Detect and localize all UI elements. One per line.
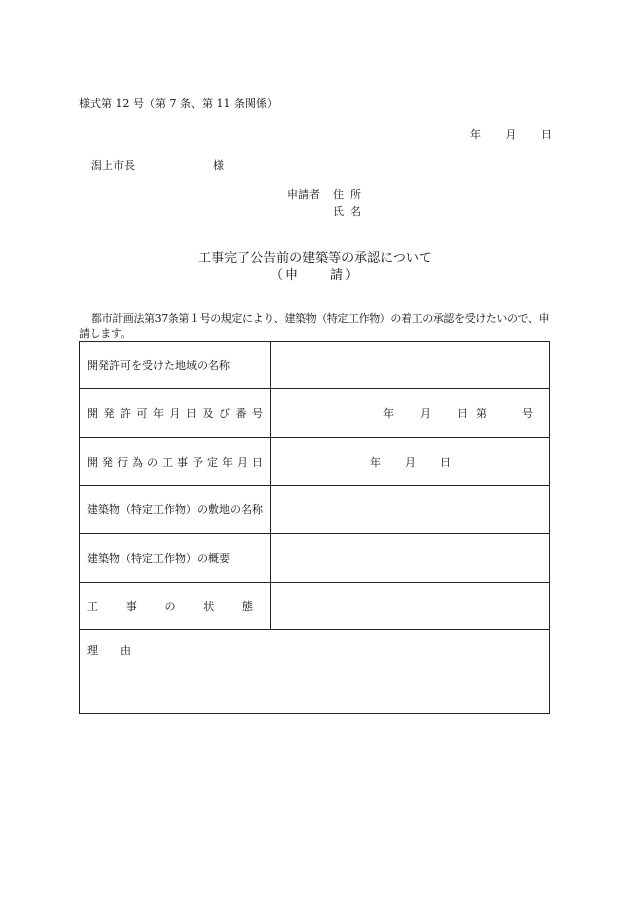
table-row bbox=[80, 342, 550, 389]
scheduled-month-label: 月 bbox=[405, 455, 416, 469]
row-label-area-name: 開発許可を受けた地域の名称 bbox=[80, 342, 271, 389]
label-char: 号 bbox=[252, 407, 263, 420]
site-name-field[interactable] bbox=[271, 486, 550, 534]
reason-label: 理 由 bbox=[87, 644, 131, 657]
date-month-label: 月 bbox=[505, 128, 517, 141]
building-overview-field[interactable] bbox=[271, 534, 550, 583]
label-char: 月 bbox=[169, 407, 181, 420]
permit-number-suffix: 号 bbox=[522, 407, 533, 420]
reason-field[interactable] bbox=[80, 630, 550, 714]
table-row bbox=[80, 438, 550, 486]
permit-label-chars bbox=[87, 405, 263, 421]
date-day-label: 日 bbox=[541, 128, 552, 141]
row-label-scheduled-date bbox=[80, 438, 271, 486]
application-table bbox=[79, 341, 550, 714]
applicant-role-label: 申請者 bbox=[287, 188, 320, 201]
permit-day-label: 日 bbox=[457, 407, 468, 420]
table-row bbox=[80, 583, 550, 630]
status-label-char: 状 bbox=[203, 600, 215, 613]
permit-month-label: 月 bbox=[420, 407, 431, 420]
permit-date-number-field[interactable] bbox=[271, 389, 550, 438]
applicant-address-label: 住所 bbox=[333, 188, 367, 201]
scheduled-label-chars bbox=[87, 454, 263, 470]
scheduled-date-field[interactable] bbox=[271, 438, 550, 486]
row-label-building-overview: 建築物（特定工作物）の概要 bbox=[80, 534, 271, 583]
addressee-honorific: 様 bbox=[213, 159, 224, 172]
status-label-char: 態 bbox=[242, 600, 253, 613]
area-name-field[interactable] bbox=[271, 342, 550, 389]
label-char: 月 bbox=[237, 455, 248, 469]
label-char: 日 bbox=[186, 407, 197, 420]
submission-date bbox=[470, 126, 552, 142]
label-char: 為 bbox=[132, 455, 143, 469]
table-row bbox=[80, 389, 550, 438]
permit-number-prefix: 第 bbox=[476, 407, 487, 420]
date-year-label: 年 bbox=[470, 128, 481, 141]
form-number: 様式第 12 号（第 7 条、第 11 条関係） bbox=[79, 97, 278, 110]
label-char: 年 bbox=[222, 455, 233, 469]
permit-year-label: 年 bbox=[383, 407, 394, 420]
document-title: 工事完了公告前の建築等の承認について bbox=[198, 251, 432, 266]
label-char: 定 bbox=[207, 455, 218, 469]
label-char: 予 bbox=[192, 455, 203, 469]
row-label-site-name: 建築物（特定工作物）の敷地の名称 bbox=[80, 486, 271, 534]
scheduled-day-label: 日 bbox=[440, 455, 451, 469]
label-char: 事 bbox=[177, 455, 188, 469]
applicant-block bbox=[287, 186, 367, 220]
applicant-name-label: 氏名 bbox=[333, 205, 367, 218]
label-char: 可 bbox=[136, 407, 148, 420]
table-row bbox=[80, 630, 550, 714]
table-row bbox=[80, 486, 550, 534]
row-label-permit-date-number bbox=[80, 389, 271, 438]
label-char: 日 bbox=[252, 455, 263, 469]
status-label-char: 工 bbox=[87, 600, 98, 613]
construction-status-field[interactable] bbox=[271, 583, 550, 630]
label-char: 行 bbox=[117, 455, 128, 469]
label-char: び bbox=[219, 407, 230, 420]
label-char: 年 bbox=[153, 407, 164, 420]
label-char: 工 bbox=[162, 455, 173, 469]
status-label-char: の bbox=[164, 600, 176, 613]
label-char: 発 bbox=[103, 407, 115, 420]
document-subtitle: （申 請） bbox=[269, 268, 360, 283]
scheduled-year-label: 年 bbox=[370, 455, 381, 469]
label-char: の bbox=[147, 455, 158, 469]
label-char: 開 bbox=[87, 407, 98, 420]
label-char: 及 bbox=[202, 407, 214, 420]
row-label-construction-status bbox=[80, 583, 271, 630]
label-char: 発 bbox=[102, 455, 113, 469]
status-label-char: 事 bbox=[125, 600, 137, 613]
addressee-name: 潟上市長 bbox=[91, 159, 135, 172]
label-char: 番 bbox=[235, 407, 247, 420]
table-row bbox=[80, 534, 550, 583]
label-char: 許 bbox=[120, 407, 131, 420]
label-char: 開 bbox=[87, 455, 98, 469]
body-text: 都市計画法第37条第１号の規定により、建築物（特定工作物）の着工の承認を受けたいので、申請します。 bbox=[79, 312, 550, 340]
addressee bbox=[91, 157, 224, 173]
